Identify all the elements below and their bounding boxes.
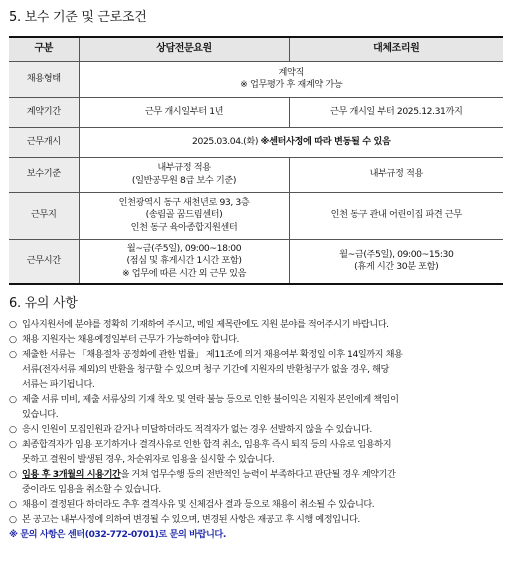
circle-bullet-icon: ○ [9,394,17,405]
hours-cook-line2: (휴게 시간 30분 포함) [354,261,439,273]
row-label-contract-period: 계약기간 [9,97,79,127]
contract-period-counselor: 근무 개시일부터 1년 [79,97,289,127]
workplace-counselor-line3: 인천 동구 육아종합지원센터 [130,221,238,233]
table-row-working-hours [9,239,503,284]
row-label-pay-standard: 보수기준 [9,157,79,192]
list-item [9,347,505,392]
note-text: 제출 서류 미비, 제출 서류상의 기재 착오 및 연락 불능 등으로 인한 불이익은 지원자 본인에게 책임이 [22,394,399,405]
note-text [22,467,505,482]
header-substitute-cook: 대체조리원 [289,37,503,61]
list-item [9,392,505,422]
pay-standard-cook: 내부규정 적용 [289,157,503,192]
row-label-employment-type: 채용형태 [9,61,79,97]
circle-bullet-icon: ○ [9,514,17,525]
circle-bullet-icon: ○ [9,469,17,480]
hours-counselor-line3: ※ 업무에 따른 시간 외 근무 있음 [121,267,247,279]
header-category: 구분 [9,37,79,61]
table-row-employment-type [9,61,503,97]
header-counselor: 상담전문요원 [79,37,289,61]
workplace-counselor-line2: (송림골 꿈드림센터) [145,209,223,221]
note-text: 본 공고는 내부사정에 의하여 변경될 수 있으며, 변경된 사항은 재공고 후 시행 예정입니다. [22,514,360,525]
workplace-counselor-line1: 인천광역시 동구 새천년로 93, 3층 [118,196,250,208]
table-row-start-date [9,127,503,157]
note-text: 최종합격자가 임용 포기하거나 결격사유로 인한 합격 취소, 임용후 즉시 퇴직 등의 사유로 임용하지 [22,439,392,450]
employment-type-line2: ※ 업무평가 후 재계약 가능 [240,79,343,90]
note-text: 못하고 결원이 발생된 경우, 차순위자로 임용을 실시할 수 있습니다. [22,454,275,465]
section-6-heading: 6. 유의 사항 [9,296,78,311]
table-row-contract-period [9,97,503,127]
start-date: 2025.03.04.(화) [192,135,259,147]
employment-type-line1: 계약직 [278,66,304,78]
list-item [9,497,505,512]
list-item [9,467,505,497]
note-text: 있습니다. [22,409,59,420]
workplace-cook: 인천 동구 관내 어린이집 파견 근무 [289,192,503,239]
circle-bullet-icon: ○ [9,349,17,360]
note-text: 채용이 결정된다 하더라도 추후 결격사유 및 신체검사 결과 등으로 채용이 취소될 수 있습니다. [22,499,375,510]
row-label-workplace: 근무지 [9,192,79,239]
circle-bullet-icon: ○ [9,439,17,450]
hours-cook-line1: 월~금(주5일), 09:00~15:30 [339,248,454,260]
table-row-pay-standard [9,157,503,192]
note-text: 채용 지원자는 채용예정일부터 근무가 가능하여야 합니다. [22,334,240,345]
list-item [9,437,505,467]
notes-list [9,317,505,542]
note-text: 서류는 파기됩니다. [22,379,95,390]
start-date-note: ※센터사정에 따라 변동될 수 있음 [260,135,391,147]
note-text: 중이라도 임용을 취소할 수 있습니다. [22,484,161,495]
table-row-workplace [9,192,503,239]
note-text-continued: 을 거쳐 업무수행 등의 전반적인 능력이 부족하다고 판단될 경우 계약기간 [120,469,396,480]
list-item [9,422,505,437]
row-label-start-date: 근무개시 [9,127,79,157]
contract-period-cook: 근무 개시일 부터 2025.12.31까지 [289,97,503,127]
hours-counselor [79,239,289,284]
employment-terms-table [9,36,503,285]
pay-counselor-line1: 내부규정 적용 [157,162,211,173]
section-5-heading: 5. 보수 기준 및 근로조건 [9,10,147,25]
note-text: 입사지원서에 분야를 정확히 기재하여 주시고, 메일 제목란에도 지원 분야를 적어주시기 바랍니다. [22,319,389,330]
hours-cook [289,239,503,284]
circle-bullet-icon: ○ [9,499,17,510]
employment-type-value [79,61,503,97]
hours-counselor-line2: (점심 및 휴게시간 1시간 포함) [126,255,242,266]
contact-info: ※ 문의 사항은 센터(032-772-0701)로 문의 바랍니다. [9,529,226,540]
list-item [9,512,505,527]
pay-standard-counselor [79,157,289,192]
list-item [9,332,505,347]
table-header-row [9,37,503,61]
list-item [9,317,505,332]
start-date-value [79,127,503,157]
note-text: 서류(전자서류 제외)의 반환을 청구할 수 있으며 청구 기간에 지원자의 반환청구가 없을 경우, 해당 [22,364,389,375]
pay-counselor-line2: (일반공무원 8급 보수 기준) [131,174,237,186]
note-text: 제출한 서류는 「채용절차 공정화에 관한 법률」 제11조에 의거 채용여부 확정일 이후 14일까지 채용 [22,349,403,360]
workplace-counselor [79,192,289,239]
circle-bullet-icon: ○ [9,319,17,330]
row-label-working-hours: 근무시간 [9,239,79,284]
probation-period-emphasis: 임용 후 3개월의 시용기간 [22,469,121,480]
hours-counselor-line1: 월~금(주5일), 09:00~18:00 [126,242,242,254]
circle-bullet-icon: ○ [9,334,17,345]
circle-bullet-icon: ○ [9,424,17,435]
note-text: 응시 인원이 모집인원과 같거나 미달하더라도 적격자가 없는 경우 선발하지 않을 수 있습니다. [22,424,372,435]
